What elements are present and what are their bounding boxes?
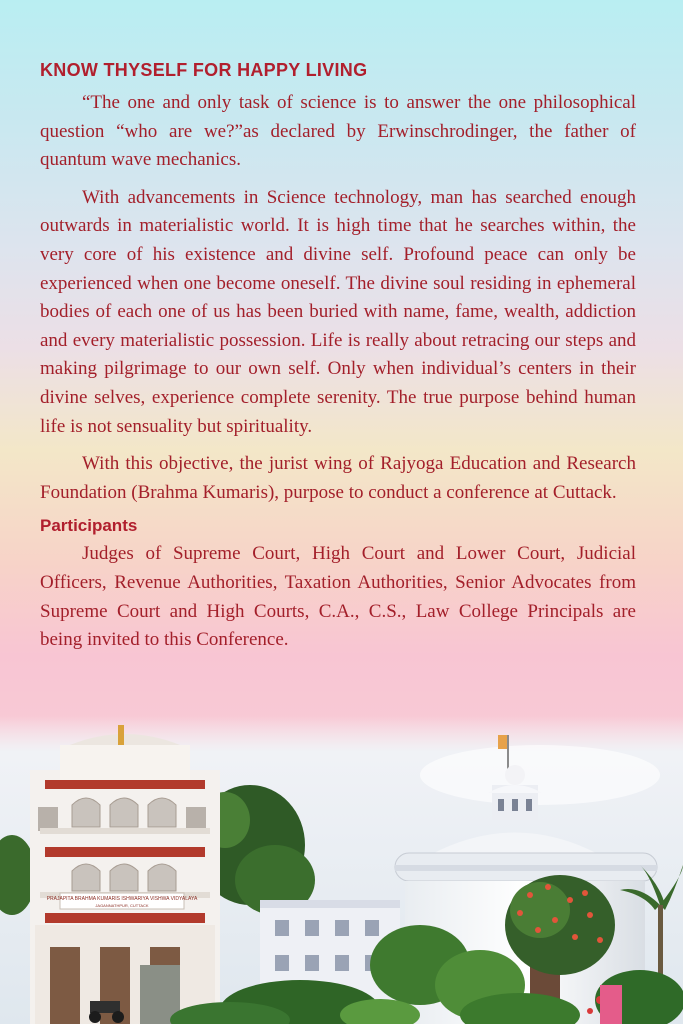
participants-heading: Participants (40, 516, 138, 536)
participants-paragraph: Judges of Supreme Court, High Court and Lower Court, Judicial Officers, Revenue Authorities, Taxation Authorities, Senior Advocates from Supreme Court and High Courts, C.A., C.S., Law College Principals are being invited to this Conference. (40, 543, 636, 651)
article (40, 60, 636, 664)
page-title: KNOW THYSELF FOR HAPPY LIVING (40, 60, 368, 80)
building-photo (0, 715, 683, 1024)
paragraph-objective: With this objective, the jurist wing of Rajyoga Education and Research Foundation (Brahma Kumaris), purpose to conduct a conference at Cuttack. (40, 453, 636, 503)
paragraph-body: With advancements in Science technology, man has searched enough outwards in materialistic world. It is high time that he searches within, the very core of his existence and divine self. Profound peace can only be experienced when one become oneself. The divine soul residing in ephemeral bodies of each one of us has been buried with name, fame, wealth, addiction and every materialistic possession. Life is really about retracing our steps and making pilgrimage to our own self. Only when individual’s centers in their divine selves, experience complete serenity. The true purpose behind human life is not sensuality but spirituality. (40, 186, 636, 437)
building-sign-sub: JAGANNATHPUR, CUTTACK (95, 903, 149, 908)
flower-tree (505, 875, 615, 975)
paragraph-quote: “The one and only task of science is to answer the one philosophical question “who are we?”as declared by Erwinschrodinger, the father of quantum wave mechanics. (40, 92, 636, 171)
building-sign: PRAJAPITA BRAHMA KUMARIS ISHWARIYA VISHWA VIDYALAYA (46, 896, 198, 902)
